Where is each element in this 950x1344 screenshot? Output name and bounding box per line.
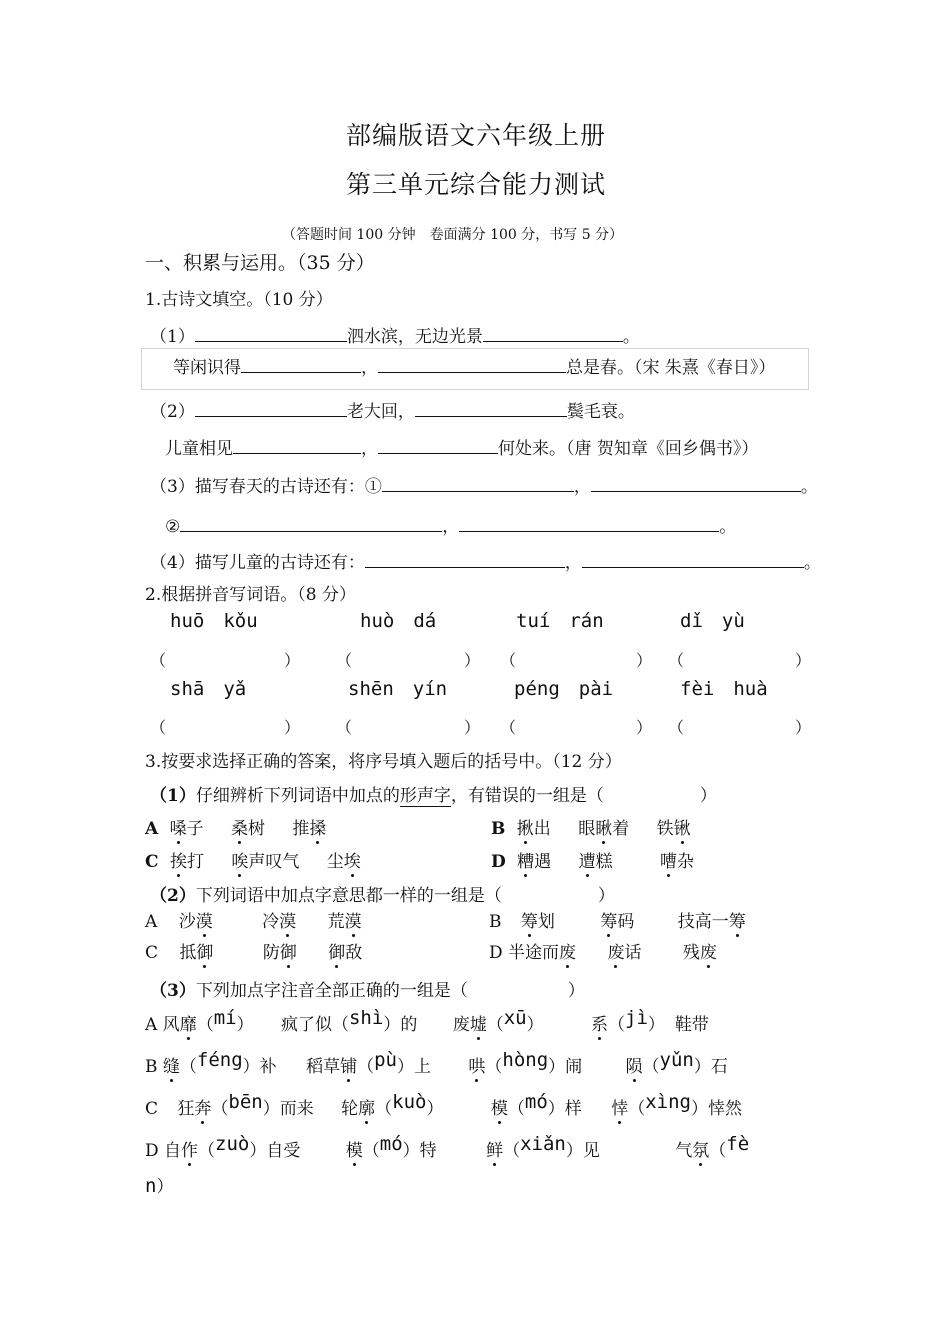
q3-3-option-d: D 自作（zuò）自受 模（mó）特 鲜（xiǎn）见 气氛（fè	[145, 1133, 750, 1161]
q3-2-option-c: C 抵御 防御 御敌	[145, 943, 363, 963]
section-heading: 一、积累与运用。（35 分）	[145, 252, 375, 274]
question-2-title: 2.根据拼音写词语。（8 分）	[145, 585, 356, 605]
q3-1-option-a: A 嗓子 桑树 推搡	[145, 819, 327, 839]
q1-line-7: （4）描写儿童的古诗还有： ， 。	[150, 553, 821, 573]
pinyin-prompt: shēn yín	[348, 678, 448, 700]
answer-bracket-close: ）	[636, 718, 653, 737]
q3-2-option-b: B 筹划 筹码 技高一筹	[489, 912, 746, 932]
answer-blank[interactable]	[582, 551, 804, 568]
answer-bracket-open: （	[500, 651, 517, 670]
answer-blank[interactable]	[365, 551, 565, 568]
answer-blank[interactable]	[378, 356, 566, 373]
pinyin-prompt: tuí rán	[516, 610, 604, 632]
q3-2-option-a: A 沙漠 冷漠 荒漠	[145, 912, 362, 932]
q3-3-option-a: A 风靡（mí） 疯了似（shì）的 废墟（xū） 系（jì） 鞋带	[145, 1007, 709, 1035]
q1-line-1: （1） 泗水滨，无边光景 。	[150, 327, 640, 347]
answer-bracket-close: ）	[464, 718, 481, 737]
q3-3-option-b: B 缝（féng）补 稻草铺（pù）上 哄（hòng）闹 陨（yǔn）石	[145, 1049, 728, 1077]
q3-part-1-prompt: （1）仔细辨析下列词语中加点的形声字，有错误的一组是（ ）	[150, 786, 717, 806]
answer-bracket-close: ）	[795, 718, 812, 737]
pinyin-prompt: huò dá	[360, 610, 437, 632]
pinyin-prompt: fèi huà	[680, 678, 768, 700]
q1-line-3: （2） 老大回， 鬓毛衰。	[150, 402, 635, 422]
answer-bracket-open: （	[336, 718, 353, 737]
exam-time-note: （答题时间 100 分钟 卷面满分 100 分，书写 5 分）	[282, 227, 624, 243]
question-3-title: 3.按要求选择正确的答案，将序号填入题后的括号中。（12 分）	[145, 752, 622, 772]
answer-blank[interactable]	[415, 400, 567, 417]
answer-bracket-close: ）	[795, 651, 812, 670]
answer-blank[interactable]	[195, 400, 347, 417]
answer-bracket-open: （	[150, 651, 167, 670]
answer-blank[interactable]	[483, 325, 623, 342]
question-1-title: 1.古诗文填空。（10 分）	[145, 290, 333, 310]
answer-bracket-close: ）	[284, 651, 301, 670]
q1-line-5: （3）描写春天的古诗还有：① ， 。	[150, 477, 818, 497]
q3-3-option-d-wrap: n）	[145, 1175, 174, 1197]
pinyin-prompt: huō kǒu	[170, 610, 258, 632]
answer-blank[interactable]	[591, 475, 801, 492]
exam-subtitle: 第三单元综合能力测试	[346, 170, 607, 199]
pinyin-prompt: dǐ yù	[680, 610, 745, 632]
answer-blank[interactable]	[459, 515, 719, 532]
q1-line-2: 等闲识得 ， 总是春。（宋 朱熹《春日》）	[173, 358, 776, 378]
answer-blank[interactable]	[180, 515, 442, 532]
exam-title: 部编版语文六年级上册	[346, 121, 607, 150]
answer-blank[interactable]	[241, 356, 361, 373]
answer-bracket-open: （	[668, 718, 685, 737]
q3-3-option-c: C 狂奔（bēn）而来 轮廓（kuò） 模（mó）样 悻（xìng）悻然	[145, 1091, 742, 1119]
answer-bracket-close: ）	[464, 651, 481, 670]
answer-blank[interactable]	[233, 437, 361, 454]
answer-bracket-close: ）	[636, 651, 653, 670]
answer-blank[interactable]	[382, 475, 574, 492]
answer-bracket-close: ）	[284, 718, 301, 737]
q3-2-option-d: D 半途而废 废话 残废	[489, 943, 717, 963]
q3-1-option-b: B 揪出 眼瞅着 铁锹	[491, 819, 691, 839]
answer-blank[interactable]	[378, 437, 498, 454]
q3-1-option-c: C 挨打 唉声叹气 尘埃	[145, 852, 361, 872]
q1-line-6: ② ， 。	[165, 517, 737, 537]
answer-bracket-open: （	[150, 718, 167, 737]
q3-part-3-prompt: （3）下列加点字注音全部正确的一组是（ ）	[150, 981, 585, 1001]
q3-1-option-d: D 糟遇 遭糕 嘈杂	[491, 852, 694, 872]
answer-bracket-open: （	[336, 651, 353, 670]
answer-bracket-open: （	[668, 651, 685, 670]
q1-line-4: 儿童相见 ， 何处来。（唐 贺知章《回乡偶书》）	[165, 439, 759, 459]
answer-blank[interactable]	[195, 325, 347, 342]
q3-part-2-prompt: （2）下列词语中加点字意思都一样的一组是（ ）	[150, 886, 615, 906]
answer-bracket-open: （	[500, 718, 517, 737]
pinyin-prompt: shā yǎ	[170, 678, 247, 700]
pinyin-prompt: péng pài	[514, 678, 614, 700]
